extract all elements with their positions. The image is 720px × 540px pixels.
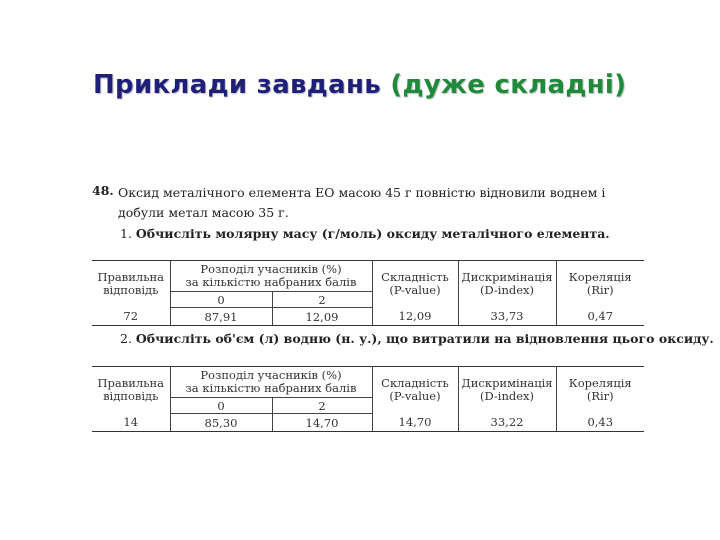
cell-answer: 14: [92, 414, 170, 432]
cell-answer: 72: [92, 308, 170, 326]
header-discrimination: Дискримінація (D-index): [458, 261, 556, 308]
header-score-2: 2: [272, 292, 372, 308]
cell-rir: 0,43: [556, 414, 644, 432]
cell-dindex: 33,73: [458, 308, 556, 326]
stats-table-1: [92, 260, 644, 326]
subquestion-1-text: Обчисліть молярну масу (г/моль) оксиду металічного елемента.: [135, 226, 610, 241]
question-number: 48.: [92, 183, 114, 198]
stats-table-2: [92, 366, 644, 432]
question-text: Оксид металічного елемента ЕО масою 45 г повністю відновили воднем і добули метал масою 35 г.: [118, 185, 606, 220]
header-difficulty: Складність (P-value): [372, 261, 458, 308]
cell-percent-0: 87,91: [170, 308, 272, 326]
slide-title-paren: (дуже складні): [390, 70, 627, 100]
subquestion-1-number: 1.: [120, 226, 132, 241]
slide-title-main: Приклади завдань: [93, 70, 381, 100]
header-distribution: Розподіл учасників (%) за кількістю набраних балів: [170, 367, 372, 398]
header-score-0: 0: [170, 292, 272, 308]
header-difficulty: Складність (P-value): [372, 367, 458, 414]
subquestion-2-number: 2.: [120, 331, 132, 346]
header-score-2: 2: [272, 398, 372, 414]
cell-percent-0: 85,30: [170, 414, 272, 432]
header-distribution: Розподіл учасників (%) за кількістю набраних балів: [170, 261, 372, 292]
header-discrimination: Дискримінація (D-index): [458, 367, 556, 414]
cell-percent-2: 12,09: [272, 308, 372, 326]
subquestion-1: [120, 226, 610, 241]
cell-pvalue: 14,70: [372, 414, 458, 432]
cell-dindex: 33,22: [458, 414, 556, 432]
subquestion-2: [120, 331, 714, 346]
header-score-0: 0: [170, 398, 272, 414]
subquestion-2-text: Обчисліть об'єм (л) водню (н. у.), що витратили на відновлення цього оксиду.: [135, 331, 714, 346]
header-correlation: Кореляція (Rir): [556, 261, 644, 308]
slide-title: [93, 70, 626, 100]
header-correlation: Кореляція (Rir): [556, 367, 644, 414]
cell-rir: 0,47: [556, 308, 644, 326]
header-answer: Правильна відповідь: [92, 261, 170, 308]
table-row: [92, 414, 644, 432]
table-row: [92, 308, 644, 326]
header-answer: Правильна відповідь: [92, 367, 170, 414]
cell-percent-2: 14,70: [272, 414, 372, 432]
cell-pvalue: 12,09: [372, 308, 458, 326]
